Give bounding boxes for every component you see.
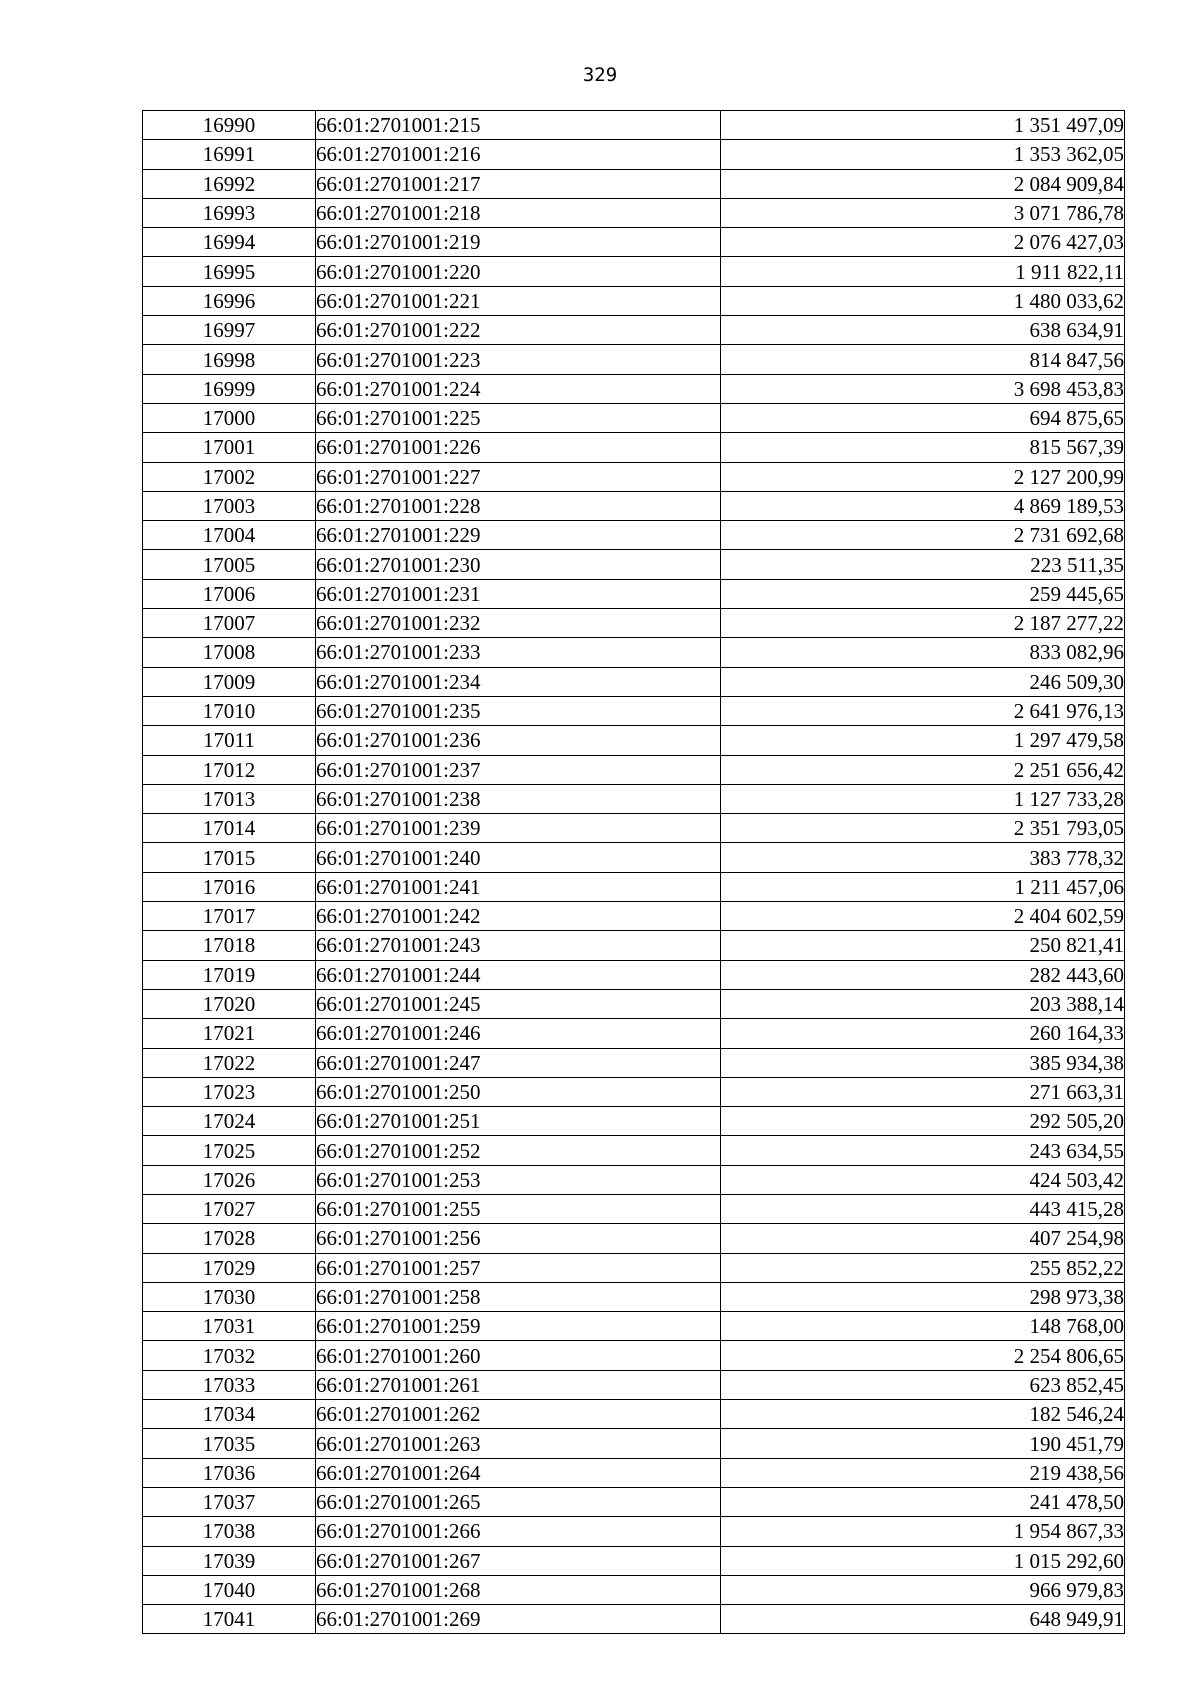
table-row [143,1107,1125,1136]
cadastral-value-cell: 383 778,32 [721,843,1125,872]
table-body [143,111,1125,1634]
cadastral-number-cell: 66:01:2701001:265 [316,1487,721,1516]
row-number-cell: 17010 [143,696,316,725]
table-row [143,1194,1125,1223]
table-row [143,1487,1125,1516]
cadastral-number-cell: 66:01:2701001:246 [316,1019,721,1048]
row-number-cell: 17021 [143,1019,316,1048]
cadastral-number-cell: 66:01:2701001:255 [316,1194,721,1223]
cadastral-value-cell: 443 415,28 [721,1194,1125,1223]
table-row [143,228,1125,257]
row-number-cell: 17029 [143,1253,316,1282]
cadastral-value-cell: 182 546,24 [721,1400,1125,1429]
row-number-cell: 17018 [143,931,316,960]
cadastral-number-cell: 66:01:2701001:229 [316,521,721,550]
cadastral-number-cell: 66:01:2701001:240 [316,843,721,872]
cadastral-number-cell: 66:01:2701001:251 [316,1107,721,1136]
cadastral-value-cell: 260 164,33 [721,1019,1125,1048]
row-number-cell: 17039 [143,1546,316,1575]
cadastral-number-cell: 66:01:2701001:223 [316,345,721,374]
row-number-cell: 16999 [143,374,316,403]
row-number-cell: 17041 [143,1605,316,1634]
row-number-cell: 17001 [143,433,316,462]
cadastral-value-cell: 292 505,20 [721,1107,1125,1136]
row-number-cell: 17027 [143,1194,316,1223]
table-row [143,1165,1125,1194]
table-row [143,1400,1125,1429]
cadastral-number-cell: 66:01:2701001:232 [316,609,721,638]
cadastral-value-cell: 4 869 189,53 [721,491,1125,520]
cadastral-number-cell: 66:01:2701001:264 [316,1458,721,1487]
table-row [143,403,1125,432]
cadastral-number-cell: 66:01:2701001:262 [316,1400,721,1429]
cadastral-value-cell: 1 297 479,58 [721,726,1125,755]
cadastral-value-cell: 271 663,31 [721,1077,1125,1106]
cadastral-value-table [142,110,1125,1634]
table-row [143,667,1125,696]
cadastral-number-cell: 66:01:2701001:217 [316,169,721,198]
table-row [143,140,1125,169]
row-number-cell: 17040 [143,1575,316,1604]
cadastral-value-cell: 203 388,14 [721,989,1125,1018]
cadastral-value-cell: 815 567,39 [721,433,1125,462]
cadastral-number-cell: 66:01:2701001:234 [316,667,721,696]
table-row [143,843,1125,872]
row-number-cell: 17028 [143,1224,316,1253]
row-number-cell: 16997 [143,316,316,345]
row-number-cell: 17031 [143,1312,316,1341]
cadastral-value-cell: 1 353 362,05 [721,140,1125,169]
row-number-cell: 16998 [143,345,316,374]
cadastral-value-cell: 1 211 457,06 [721,872,1125,901]
table-row [143,1048,1125,1077]
table-row [143,872,1125,901]
cadastral-number-cell: 66:01:2701001:228 [316,491,721,520]
cadastral-number-cell: 66:01:2701001:220 [316,257,721,286]
cadastral-value-cell: 623 852,45 [721,1370,1125,1399]
table-row [143,1458,1125,1487]
table-row [143,1224,1125,1253]
cadastral-number-cell: 66:01:2701001:256 [316,1224,721,1253]
table-row [143,696,1125,725]
cadastral-value-cell: 2 076 427,03 [721,228,1125,257]
cadastral-number-cell: 66:01:2701001:244 [316,960,721,989]
table-row [143,931,1125,960]
table-row [143,1517,1125,1546]
cadastral-value-cell: 2 731 692,68 [721,521,1125,550]
cadastral-value-cell: 3 698 453,83 [721,374,1125,403]
cadastral-value-cell: 282 443,60 [721,960,1125,989]
table-row [143,462,1125,491]
table-row [143,1546,1125,1575]
cadastral-value-cell: 1 015 292,60 [721,1546,1125,1575]
table-row [143,374,1125,403]
row-number-cell: 17016 [143,872,316,901]
row-number-cell: 17013 [143,784,316,813]
cadastral-value-cell: 424 503,42 [721,1165,1125,1194]
table-row [143,989,1125,1018]
cadastral-value-cell: 2 187 277,22 [721,609,1125,638]
row-number-cell: 16990 [143,111,316,140]
cadastral-number-cell: 66:01:2701001:268 [316,1575,721,1604]
cadastral-value-cell: 250 821,41 [721,931,1125,960]
cadastral-value-cell: 2 641 976,13 [721,696,1125,725]
cadastral-number-cell: 66:01:2701001:261 [316,1370,721,1399]
cadastral-value-cell: 1 127 733,28 [721,784,1125,813]
row-number-cell: 17024 [143,1107,316,1136]
page-number: 329 [582,64,618,86]
table-row [143,1370,1125,1399]
table-row [143,1019,1125,1048]
table-row [143,1136,1125,1165]
cadastral-value-cell: 246 509,30 [721,667,1125,696]
table-row [143,433,1125,462]
row-number-cell: 17014 [143,814,316,843]
cadastral-number-cell: 66:01:2701001:266 [316,1517,721,1546]
row-number-cell: 17000 [143,403,316,432]
cadastral-value-cell: 259 445,65 [721,579,1125,608]
row-number-cell: 17005 [143,550,316,579]
cadastral-value-cell: 2 351 793,05 [721,814,1125,843]
row-number-cell: 17033 [143,1370,316,1399]
cadastral-value-cell: 648 949,91 [721,1605,1125,1634]
cadastral-value-cell: 1 351 497,09 [721,111,1125,140]
table-row [143,579,1125,608]
cadastral-number-cell: 66:01:2701001:238 [316,784,721,813]
cadastral-number-cell: 66:01:2701001:216 [316,140,721,169]
row-number-cell: 17004 [143,521,316,550]
table-row [143,111,1125,140]
cadastral-value-cell: 385 934,38 [721,1048,1125,1077]
cadastral-value-cell: 255 852,22 [721,1253,1125,1282]
cadastral-number-cell: 66:01:2701001:233 [316,638,721,667]
cadastral-number-cell: 66:01:2701001:239 [316,814,721,843]
table-row [143,1312,1125,1341]
cadastral-number-cell: 66:01:2701001:241 [316,872,721,901]
row-number-cell: 17035 [143,1429,316,1458]
row-number-cell: 17017 [143,902,316,931]
table-row [143,521,1125,550]
table-row [143,1341,1125,1370]
row-number-cell: 16992 [143,169,316,198]
table-row [143,638,1125,667]
table-row [143,1253,1125,1282]
cadastral-number-cell: 66:01:2701001:269 [316,1605,721,1634]
cadastral-value-cell: 241 478,50 [721,1487,1125,1516]
table-row [143,960,1125,989]
table-row [143,1282,1125,1311]
cadastral-number-cell: 66:01:2701001:231 [316,579,721,608]
cadastral-number-cell: 66:01:2701001:259 [316,1312,721,1341]
row-number-cell: 17036 [143,1458,316,1487]
row-number-cell: 17032 [143,1341,316,1370]
cadastral-value-cell: 3 071 786,78 [721,198,1125,227]
cadastral-number-cell: 66:01:2701001:222 [316,316,721,345]
table-row [143,257,1125,286]
cadastral-number-cell: 66:01:2701001:221 [316,286,721,315]
row-number-cell: 17020 [143,989,316,1018]
row-number-cell: 17026 [143,1165,316,1194]
table-row [143,198,1125,227]
row-number-cell: 16993 [143,198,316,227]
row-number-cell: 17003 [143,491,316,520]
row-number-cell: 16994 [143,228,316,257]
table-row [143,755,1125,784]
table-row [143,1605,1125,1634]
table-row [143,169,1125,198]
cadastral-number-cell: 66:01:2701001:225 [316,403,721,432]
table-row [143,1429,1125,1458]
cadastral-number-cell: 66:01:2701001:235 [316,696,721,725]
table-row [143,609,1125,638]
row-number-cell: 17008 [143,638,316,667]
cadastral-number-cell: 66:01:2701001:224 [316,374,721,403]
cadastral-value-cell: 2 084 909,84 [721,169,1125,198]
table-row [143,550,1125,579]
cadastral-number-cell: 66:01:2701001:236 [316,726,721,755]
cadastral-number-cell: 66:01:2701001:226 [316,433,721,462]
table-row [143,902,1125,931]
cadastral-number-cell: 66:01:2701001:242 [316,902,721,931]
table-row [143,814,1125,843]
cadastral-value-cell: 2 127 200,99 [721,462,1125,491]
cadastral-value-cell: 407 254,98 [721,1224,1125,1253]
table-row [143,784,1125,813]
cadastral-number-cell: 66:01:2701001:257 [316,1253,721,1282]
cadastral-value-cell: 243 634,55 [721,1136,1125,1165]
cadastral-value-cell: 1 954 867,33 [721,1517,1125,1546]
cadastral-value-cell: 298 973,38 [721,1282,1125,1311]
table-row [143,491,1125,520]
cadastral-number-cell: 66:01:2701001:218 [316,198,721,227]
table-row [143,345,1125,374]
cadastral-value-cell: 833 082,96 [721,638,1125,667]
row-number-cell: 17025 [143,1136,316,1165]
table-row [143,726,1125,755]
table-row [143,286,1125,315]
row-number-cell: 17002 [143,462,316,491]
cadastral-number-cell: 66:01:2701001:219 [316,228,721,257]
cadastral-number-cell: 66:01:2701001:260 [316,1341,721,1370]
row-number-cell: 17011 [143,726,316,755]
row-number-cell: 17012 [143,755,316,784]
cadastral-value-cell: 694 875,65 [721,403,1125,432]
row-number-cell: 17015 [143,843,316,872]
cadastral-number-cell: 66:01:2701001:267 [316,1546,721,1575]
cadastral-number-cell: 66:01:2701001:250 [316,1077,721,1106]
cadastral-value-cell: 638 634,91 [721,316,1125,345]
row-number-cell: 17034 [143,1400,316,1429]
row-number-cell: 17022 [143,1048,316,1077]
cadastral-number-cell: 66:01:2701001:237 [316,755,721,784]
row-number-cell: 17038 [143,1517,316,1546]
row-number-cell: 17037 [143,1487,316,1516]
cadastral-value-cell: 814 847,56 [721,345,1125,374]
cadastral-value-cell: 2 404 602,59 [721,902,1125,931]
cadastral-value-cell: 148 768,00 [721,1312,1125,1341]
cadastral-value-cell: 223 511,35 [721,550,1125,579]
cadastral-number-cell: 66:01:2701001:245 [316,989,721,1018]
row-number-cell: 16991 [143,140,316,169]
row-number-cell: 17019 [143,960,316,989]
cadastral-number-cell: 66:01:2701001:253 [316,1165,721,1194]
cadastral-value-cell: 966 979,83 [721,1575,1125,1604]
row-number-cell: 17007 [143,609,316,638]
cadastral-number-cell: 66:01:2701001:243 [316,931,721,960]
cadastral-number-cell: 66:01:2701001:252 [316,1136,721,1165]
row-number-cell: 17006 [143,579,316,608]
cadastral-number-cell: 66:01:2701001:263 [316,1429,721,1458]
cadastral-value-cell: 1 911 822,11 [721,257,1125,286]
cadastral-value-cell: 190 451,79 [721,1429,1125,1458]
cadastral-number-cell: 66:01:2701001:227 [316,462,721,491]
table-row [143,316,1125,345]
cadastral-value-cell: 2 254 806,65 [721,1341,1125,1370]
cadastral-value-cell: 2 251 656,42 [721,755,1125,784]
row-number-cell: 16996 [143,286,316,315]
cadastral-number-cell: 66:01:2701001:230 [316,550,721,579]
cadastral-number-cell: 66:01:2701001:258 [316,1282,721,1311]
row-number-cell: 16995 [143,257,316,286]
row-number-cell: 17023 [143,1077,316,1106]
table-row [143,1575,1125,1604]
table-row [143,1077,1125,1106]
cadastral-number-cell: 66:01:2701001:215 [316,111,721,140]
cadastral-value-cell: 219 438,56 [721,1458,1125,1487]
row-number-cell: 17009 [143,667,316,696]
cadastral-value-cell: 1 480 033,62 [721,286,1125,315]
cadastral-number-cell: 66:01:2701001:247 [316,1048,721,1077]
row-number-cell: 17030 [143,1282,316,1311]
